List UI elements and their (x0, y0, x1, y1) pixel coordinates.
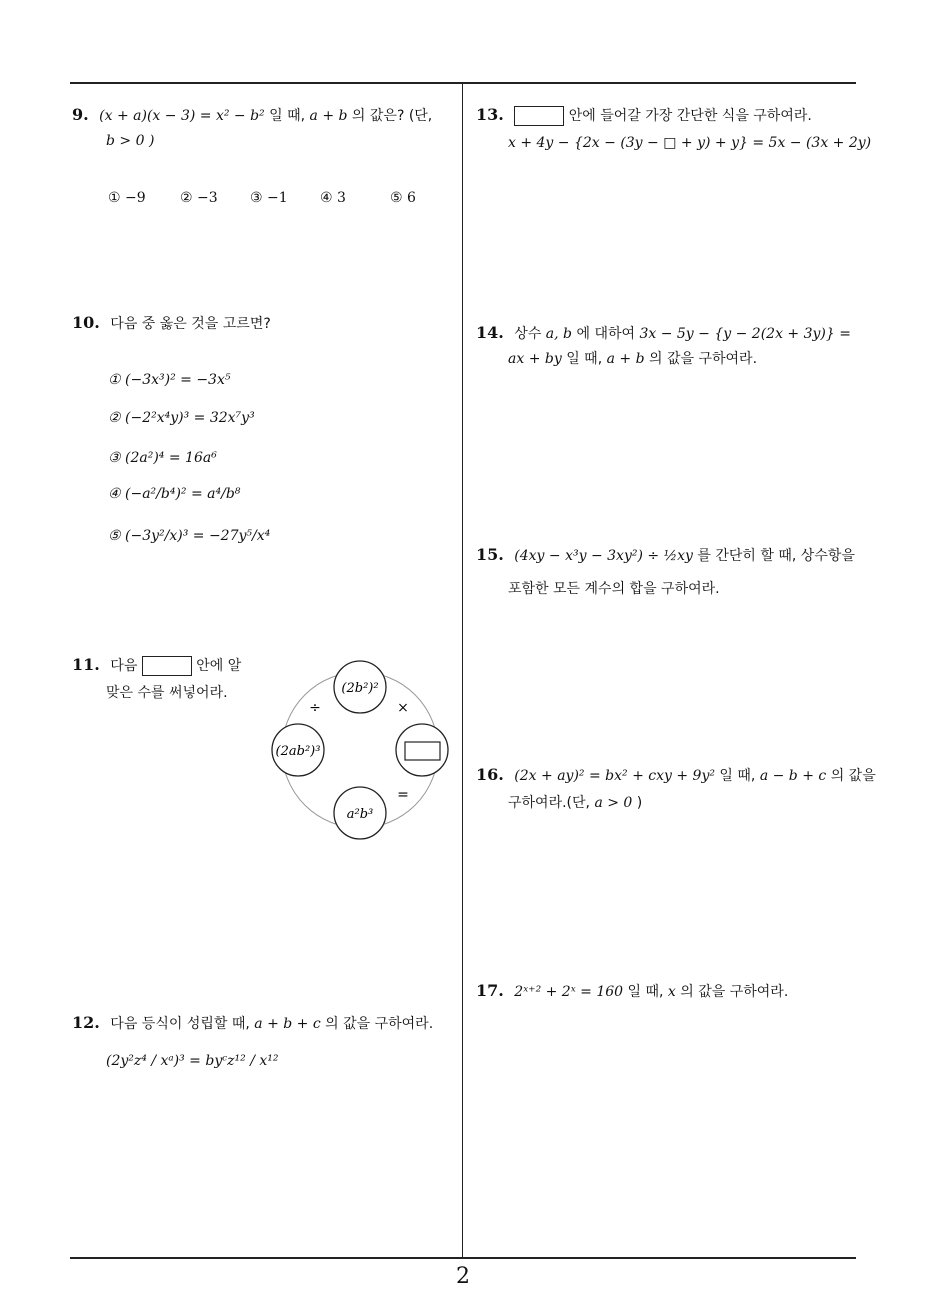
option-4[interactable]: ④ 3 (320, 190, 346, 206)
answer-blank (514, 106, 564, 126)
question-10: 10. 다음 중 옳은 것을 고르면? (72, 313, 271, 332)
question-14-line2: ax + by 일 때, a + b 의 값을 구하여라. (508, 351, 758, 367)
option-3[interactable]: ③ (2a²)⁴ = 16a⁶ (108, 450, 217, 466)
column-divider (462, 82, 463, 1258)
question-number: 13. (476, 105, 504, 124)
divide-sign: ÷ (309, 700, 321, 716)
question-number: 16. (476, 765, 504, 784)
question-15: 15. (4xy − x³y − 3xy²) ÷ ½xy 를 간단히 할 때, 상수항을 (476, 545, 855, 564)
option-3[interactable]: ③ −1 (250, 190, 288, 206)
question-16-line2: 구하여라.(단, a > 0 ) (508, 795, 643, 811)
question-number: 17. (476, 981, 504, 1000)
option-2[interactable]: ② (−2²x⁴y)³ = 32x⁷y³ (108, 410, 255, 426)
question-12: 12. 다음 등식이 성립할 때, a + b + c 의 값을 구하여라. (72, 1013, 434, 1032)
times-sign: × (397, 700, 409, 716)
page-number: 2 (456, 1264, 470, 1289)
question-11: 11. 다음 안에 알 (72, 655, 242, 674)
node-bottom-label: a²b³ (346, 807, 374, 822)
question-number: 15. (476, 545, 504, 564)
question-number: 12. (72, 1013, 100, 1032)
option-1[interactable]: ① (−3x³)² = −3x⁵ (108, 372, 231, 388)
question-number: 14. (476, 323, 504, 342)
question-16: 16. (2x + ay)² = bx² + cxy + 9y² 일 때, a − b + c 의 값을 (476, 765, 876, 784)
question-9: 9. (x + a)(x − 3) = x² − b² 일 때, a + b 의 값은? (단, (72, 105, 433, 124)
question-9-condition: b > 0 ) (106, 133, 155, 149)
option-1[interactable]: ① −9 (108, 190, 146, 206)
question-15-line2: 포함한 모든 계수의 합을 구하여라. (508, 581, 720, 597)
question-17: 17. 2ˣ⁺² + 2ˣ = 160 일 때, x 의 값을 구하여라. (476, 981, 789, 1000)
equals-sign: = (397, 787, 409, 803)
answer-blank (142, 656, 192, 676)
option-4[interactable]: ④ (−a²/b⁴)² = a⁴/b⁸ (108, 486, 241, 502)
option-5[interactable]: ⑤ (−3y²/x)³ = −27y⁵/x⁴ (108, 528, 271, 544)
question-number: 9. (72, 105, 89, 124)
question-number: 11. (72, 655, 100, 674)
option-5[interactable]: ⑤ 6 (390, 190, 416, 206)
answer-blank (405, 742, 440, 760)
question-13-equation: x + 4y − {2x − (3y − □ + y) + y} = 5x − (3x + 2y) (508, 135, 872, 151)
question-number: 10. (72, 313, 100, 332)
node-left-label: (2ab²)³ (275, 744, 321, 759)
operation-cycle-diagram (266, 656, 456, 846)
bottom-rule (70, 1257, 856, 1259)
question-14: 14. 상수 a, b 에 대하여 3x − 5y − {y − 2(2x + 3y)} = (476, 323, 851, 342)
node-top-label: (2b²)² (341, 681, 379, 696)
question-12-equation: (2y²z⁴ / xᵃ)³ = byᶜz¹² / x¹² (106, 1053, 279, 1069)
question-11-line2: 맞은 수를 써넣어라. (106, 685, 228, 701)
question-13: 13. 안에 들어갈 가장 간단한 식을 구하여라. (476, 105, 812, 124)
option-2[interactable]: ② −3 (180, 190, 218, 206)
